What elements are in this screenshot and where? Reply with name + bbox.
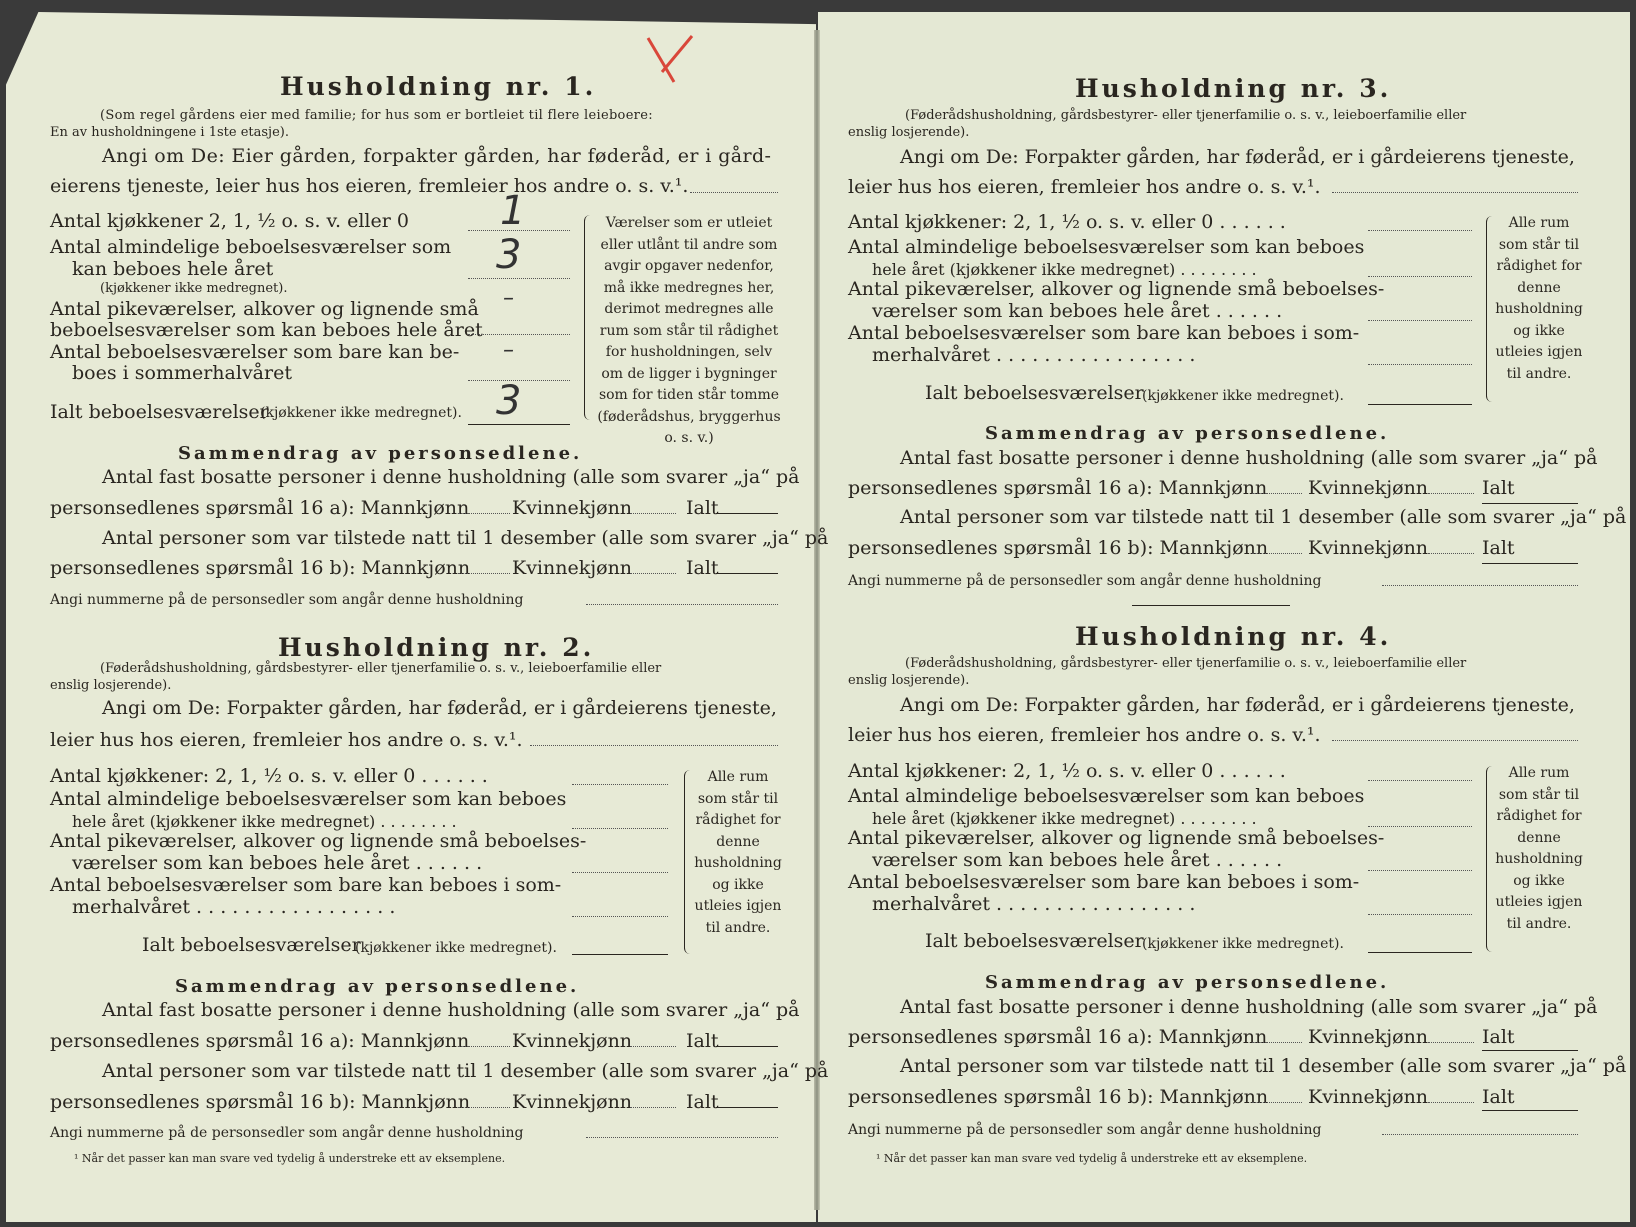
- h4-side-note: Alle rum som står til rådighet for denne husholdning og ikke utleies igjen til andre.: [1495, 765, 1583, 932]
- h1-row-ordinary-c: (kjøkkener ikke medregnet).: [100, 281, 288, 296]
- h1-sum-a-female-label: Kvinnekjønn: [512, 497, 633, 519]
- h1-total-label: Ialt beboelsesværelser: [50, 401, 269, 423]
- h1-note-line2: En av husholdningene i 1ste etasje).: [50, 125, 289, 140]
- h2-angi-answer-line[interactable]: [530, 745, 778, 746]
- h2-sum-a-male[interactable]: [458, 1046, 510, 1047]
- h2-sum-a2: personsedlenes spørsmål 16 a): Mannkjønn: [50, 1030, 470, 1052]
- h1-summary-title: Sammendrag av personsedlene.: [178, 443, 583, 464]
- h2-total-line[interactable]: [572, 954, 668, 955]
- h2-row-maid-b: værelser som kan beboes hele året . . . . . .: [72, 852, 483, 874]
- h3-sum-a-female[interactable]: [1428, 493, 1474, 494]
- h4-row-maid-b: værelser som kan beboes hele året . . . . . .: [872, 849, 1283, 871]
- h3-row-kitchens: Antal kjøkkener: 2, 1, ½ o. s. v. eller 0 . . . . . .: [848, 211, 1286, 233]
- h3-sum-b1: Antal personer som var tilstede natt til 1 desember (alle som svarer „ja“ på: [900, 506, 1627, 528]
- h4-ordinary-line[interactable]: [1368, 826, 1472, 827]
- h3-sum-b-male[interactable]: [1252, 553, 1302, 554]
- h1-row-summer-b: boes i sommerhalvåret: [72, 362, 292, 384]
- h2-sum-b1: Antal personer som var tilstede natt til 1 desember (alle som svarer „ja“ på: [102, 1060, 829, 1082]
- h1-sum-a-female[interactable]: [630, 513, 676, 514]
- h3-title: Husholdning nr. 3.: [1075, 74, 1392, 103]
- h3-note-line1: (Føderådshusholdning, gårdsbestyrer- eller tjenerfamilie o. s. v., leieboerfamilie eller: [905, 108, 1467, 123]
- h1-sum-b1: Antal personer som var tilstede natt til 1 desember (alle som svarer „ja“ på: [102, 527, 829, 549]
- h3-sum-b-total-label: Ialt: [1482, 537, 1515, 559]
- h1-angi-line1: Angi om De: Eier gården, forpakter gården, har føderåd, er i gård-: [102, 145, 772, 167]
- h4-numre-label: Angi nummerne på de personsedler som angår denne husholdning: [848, 1122, 1322, 1138]
- h2-sum-a-female-label: Kvinnekjønn: [512, 1030, 633, 1052]
- h4-sum-b-male[interactable]: [1252, 1102, 1302, 1103]
- h2-summer-line[interactable]: [572, 916, 668, 917]
- h1-angi-line2: eierens tjeneste, leier hus hos eieren, fremleier hos andre o. s. v.¹.: [50, 175, 689, 197]
- h1-row-kitchens: Antal kjøkkener 2, 1, ½ o. s. v. eller 0: [50, 210, 409, 232]
- h1-brace: [584, 215, 593, 420]
- h4-sum-a-total-label: Ialt: [1482, 1026, 1515, 1048]
- h1-hw-summer: –: [503, 338, 514, 363]
- h4-sum-b-total[interactable]: [1482, 1110, 1578, 1111]
- h2-row-summer-b: merhalvåret . . . . . . . . . . . . . . . . .: [72, 896, 396, 918]
- h1-hw-total: 3: [496, 378, 522, 424]
- h2-ordinary-line[interactable]: [572, 828, 668, 829]
- h1-sum-a2: personsedlenes spørsmål 16 a): Mannkjønn: [50, 497, 470, 519]
- h4-sum-b1: Antal personer som var tilstede natt til 1 desember (alle som svarer „ja“ på: [900, 1055, 1627, 1077]
- h3-sum-a1: Antal fast bosatte personer i denne husholdning (alle som svarer „ja“ på: [900, 447, 1598, 469]
- h2-row-summer-a: Antal beboelsesværelser som bare kan beboes i som-: [50, 874, 562, 896]
- h3-numre-line[interactable]: [1382, 585, 1578, 586]
- h2-sum-b-total-label: Ialt: [686, 1091, 719, 1113]
- h4-sum-a2: personsedlenes spørsmål 16 a): Mannkjønn: [848, 1026, 1268, 1048]
- h2-sum-a-total-label: Ialt: [686, 1030, 719, 1052]
- h1-sum-b-total[interactable]: [716, 573, 778, 574]
- h1-sum-b-female[interactable]: [630, 573, 676, 574]
- h4-note-line1: (Føderådshusholdning, gårdsbestyrer- eller tjenerfamilie o. s. v., leieboerfamilie eller: [905, 656, 1467, 671]
- h2-kitchen-line[interactable]: [572, 784, 668, 785]
- h1-row-ordinary-a: Antal almindelige beboelsesværelser som: [50, 236, 452, 258]
- h3-kitchen-line[interactable]: [1368, 230, 1472, 231]
- h4-note-line2: enslig losjerende).: [848, 673, 970, 688]
- h1-title: Husholdning nr. 1.: [280, 72, 597, 101]
- h3-row-maid-a: Antal pikeværelser, alkover og lignende små beboelses-: [848, 278, 1385, 300]
- h2-sum-a-female[interactable]: [630, 1046, 676, 1047]
- h3-row-maid-b: værelser som kan beboes hele året . . . . . .: [872, 300, 1283, 322]
- h2-note-line1: (Føderådshusholdning, gårdsbestyrer- eller tjenerfamilie o. s. v., leieboerfamilie eller: [100, 661, 662, 676]
- h1-total-line[interactable]: [468, 424, 570, 425]
- h3-sum-b-female-label: Kvinnekjønn: [1308, 537, 1429, 559]
- section-separator: [1132, 605, 1290, 606]
- h4-total-line[interactable]: [1368, 952, 1472, 953]
- h4-row-ordinary-a: Antal almindelige beboelsesværelser som kan beboes: [848, 785, 1365, 807]
- h2-angi-line1: Angi om De: Forpakter gården, har føderåd, er i gårdeierens tjeneste,: [102, 697, 777, 719]
- h1-sum-a-total-label: Ialt: [686, 497, 719, 519]
- red-x-mark: [640, 30, 700, 90]
- h3-row-summer-b: merhalvåret . . . . . . . . . . . . . . . . .: [872, 344, 1196, 366]
- h2-row-kitchens: Antal kjøkkener: 2, 1, ½ o. s. v. eller 0 . . . . . .: [50, 765, 488, 787]
- h4-sum-a-female-label: Kvinnekjønn: [1308, 1026, 1429, 1048]
- h2-total-label: Ialt beboelsesværelser: [142, 934, 361, 956]
- h1-row-maid-b: beboelsesværelser som kan beboes hele året: [50, 319, 483, 341]
- h4-angi-answer-line[interactable]: [1332, 740, 1578, 741]
- h4-row-summer-b: merhalvåret . . . . . . . . . . . . . . . . .: [872, 893, 1196, 915]
- h4-maid-line[interactable]: [1368, 870, 1472, 871]
- h1-row-maid-a: Antal pikeværelser, alkover og lignende små: [50, 298, 479, 320]
- h3-sum-b2: personsedlenes spørsmål 16 b): Mannkjønn: [848, 537, 1269, 559]
- h4-summary-title: Sammendrag av personsedlene.: [985, 972, 1390, 993]
- h4-sum-b-female-label: Kvinnekjønn: [1308, 1086, 1429, 1108]
- h3-angi-answer-line[interactable]: [1332, 192, 1578, 193]
- h3-sum-a-male[interactable]: [1252, 493, 1302, 494]
- h2-row-ordinary-b: hele året (kjøkkener ikke medregnet) . . . . . . . .: [72, 812, 457, 831]
- h4-row-ordinary-b: hele året (kjøkkener ikke medregnet) . . . . . . . .: [872, 809, 1257, 828]
- h2-brace: [684, 770, 693, 954]
- h4-sum-a-male[interactable]: [1252, 1042, 1302, 1043]
- h4-angi-line1: Angi om De: Forpakter gården, har føderåd, er i gårdeierens tjeneste,: [900, 694, 1575, 716]
- h3-total-note: (kjøkkener ikke medregnet).: [1142, 388, 1344, 404]
- h1-row-ordinary-b: kan beboes hele året: [72, 258, 274, 280]
- h2-angi-line2: leier hus hos eieren, fremleier hos andre o. s. v.¹.: [50, 729, 523, 751]
- h4-numre-line[interactable]: [1382, 1134, 1578, 1135]
- h3-sum-b-total[interactable]: [1482, 563, 1578, 564]
- h2-row-ordinary-a: Antal almindelige beboelsesværelser som kan beboes: [50, 788, 567, 810]
- h4-row-kitchens: Antal kjøkkener: 2, 1, ½ o. s. v. eller 0 . . . . . .: [848, 760, 1286, 782]
- h1-sum-a1: Antal fast bosatte personer i denne husholdning (alle som svarer „ja“ på: [102, 466, 800, 488]
- h3-row-ordinary-a: Antal almindelige beboelsesværelser som kan beboes: [848, 236, 1365, 258]
- h1-hw-ordinary: 3: [496, 232, 522, 278]
- h2-numre-label: Angi nummerne på de personsedler som angår denne husholdning: [50, 1125, 524, 1141]
- h2-numre-line[interactable]: [586, 1137, 778, 1138]
- h4-total-note: (kjøkkener ikke medregnet).: [1142, 936, 1344, 952]
- h4-row-maid-a: Antal pikeværelser, alkover og lignende små beboelses-: [848, 827, 1385, 849]
- h4-sum-b2: personsedlenes spørsmål 16 b): Mannkjønn: [848, 1086, 1269, 1108]
- h1-numre-line[interactable]: [586, 604, 778, 605]
- h3-summer-line[interactable]: [1368, 364, 1472, 365]
- h1-row-summer-a: Antal beboelsesværelser som bare kan be-: [50, 341, 460, 363]
- h3-note-line2: enslig losjerende).: [848, 125, 970, 140]
- h3-angi-line2: leier hus hos eieren, fremleier hos andre o. s. v.¹.: [848, 176, 1321, 198]
- h1-total-note: (kjøkkener ikke medregnet).: [260, 405, 462, 421]
- h2-sum-b-female[interactable]: [630, 1107, 676, 1108]
- h2-row-maid-a: Antal pikeværelser, alkover og lignende små beboelses-: [50, 830, 587, 852]
- h4-total-label: Ialt beboelsesværelser: [925, 930, 1144, 952]
- page-fold: [814, 30, 820, 1210]
- h4-row-summer-a: Antal beboelsesværelser som bare kan beboes i som-: [848, 871, 1360, 893]
- h4-sum-b-female[interactable]: [1428, 1102, 1474, 1103]
- h4-title: Husholdning nr. 4.: [1075, 622, 1392, 651]
- h1-angi-answer-line[interactable]: [690, 192, 778, 193]
- h2-summary-title: Sammendrag av personsedlene.: [175, 976, 580, 997]
- h3-row-summer-a: Antal beboelsesværelser som bare kan beboes i som-: [848, 322, 1360, 344]
- h1-sum-b-total-label: Ialt: [686, 557, 719, 579]
- h2-sum-b-total[interactable]: [716, 1107, 778, 1108]
- h3-maid-line[interactable]: [1368, 320, 1472, 321]
- h2-sum-b-female-label: Kvinnekjønn: [512, 1091, 633, 1113]
- h4-angi-line2: leier hus hos eieren, fremleier hos andre o. s. v.¹.: [848, 724, 1321, 746]
- h3-sum-a2: personsedlenes spørsmål 16 a): Mannkjønn: [848, 477, 1268, 499]
- h2-sum-a-total[interactable]: [716, 1046, 778, 1047]
- h2-sum-b-male[interactable]: [458, 1107, 510, 1108]
- h3-numre-label: Angi nummerne på de personsedler som angår denne husholdning: [848, 573, 1322, 589]
- h2-side-note: Alle rum som står til rådighet for denne husholdning og ikke utleies igjen til andre.: [694, 769, 782, 936]
- h4-sum-a-female[interactable]: [1428, 1042, 1474, 1043]
- h3-sum-a-total[interactable]: [1482, 503, 1578, 504]
- h3-row-ordinary-b: hele året (kjøkkener ikke medregnet) . . . . . . . .: [872, 260, 1257, 279]
- h1-sum-b-male[interactable]: [458, 573, 510, 574]
- h4-sum-a1: Antal fast bosatte personer i denne husholdning (alle som svarer „ja“ på: [900, 996, 1598, 1018]
- h2-footnote: ¹ Når det passer kan man svare ved tydelig å understreke ett av eksemplene.: [74, 1152, 506, 1165]
- h4-summer-line[interactable]: [1368, 914, 1472, 915]
- h3-side-note: Alle rum som står til rådighet for denne husholdning og ikke utleies igjen til andre.: [1495, 215, 1583, 382]
- h1-sum-b-female-label: Kvinnekjønn: [512, 557, 633, 579]
- h1-ordinary-line[interactable]: [468, 278, 570, 279]
- h1-note-line1: (Som regel gårdens eier med familie; for hus som er bortleiet til flere leieboere:: [100, 108, 653, 123]
- h1-hw-maid: –: [503, 286, 514, 311]
- h1-hw-kitchens: 1: [500, 188, 526, 234]
- h3-sum-a-total-label: Ialt: [1482, 477, 1515, 499]
- h1-numre-label: Angi nummerne på de personsedler som angår denne husholdning: [50, 592, 524, 608]
- h1-sum-a-total[interactable]: [716, 513, 778, 514]
- h2-total-note: (kjøkkener ikke medregnet).: [355, 940, 557, 956]
- h3-angi-line1: Angi om De: Forpakter gården, har føderåd, er i gårdeierens tjeneste,: [900, 146, 1575, 168]
- h2-title: Husholdning nr. 2.: [278, 633, 595, 662]
- h1-sum-a-male[interactable]: [458, 513, 510, 514]
- h4-sum-b-total-label: Ialt: [1482, 1086, 1515, 1108]
- h3-sum-a-female-label: Kvinnekjønn: [1308, 477, 1429, 499]
- h4-kitchen-line[interactable]: [1368, 780, 1472, 781]
- h3-sum-b-female[interactable]: [1428, 553, 1474, 554]
- h1-side-note: Værelser som er utleiet eller utlånt til andre som avgir opgaver nedenfor, må ikke medregnes her, derimot medregnes alle rum som står til rådighet for husholdningen, selv om de ligger i bygninger som for tiden står tomme (føderådshus, bryggerhus o. s. v.): [597, 215, 781, 446]
- h2-sum-a1: Antal fast bosatte personer i denne husholdning (alle som svarer „ja“ på: [102, 999, 800, 1021]
- h2-sum-b2: personsedlenes spørsmål 16 b): Mannkjønn: [50, 1091, 471, 1113]
- h3-total-label: Ialt beboelsesværelser: [925, 382, 1144, 404]
- h1-sum-b2: personsedlenes spørsmål 16 b): Mannkjønn: [50, 557, 471, 579]
- h2-note-line2: enslig losjerende).: [50, 678, 172, 693]
- h1-maid-line[interactable]: [468, 334, 570, 335]
- h3-total-line[interactable]: [1368, 404, 1472, 405]
- h4-sum-a-total[interactable]: [1482, 1050, 1578, 1051]
- h4-footnote: ¹ Når det passer kan man svare ved tydelig å understreke ett av eksemplene.: [876, 1152, 1308, 1165]
- h2-maid-line[interactable]: [572, 872, 668, 873]
- h3-ordinary-line[interactable]: [1368, 276, 1472, 277]
- h3-summary-title: Sammendrag av personsedlene.: [985, 423, 1390, 444]
